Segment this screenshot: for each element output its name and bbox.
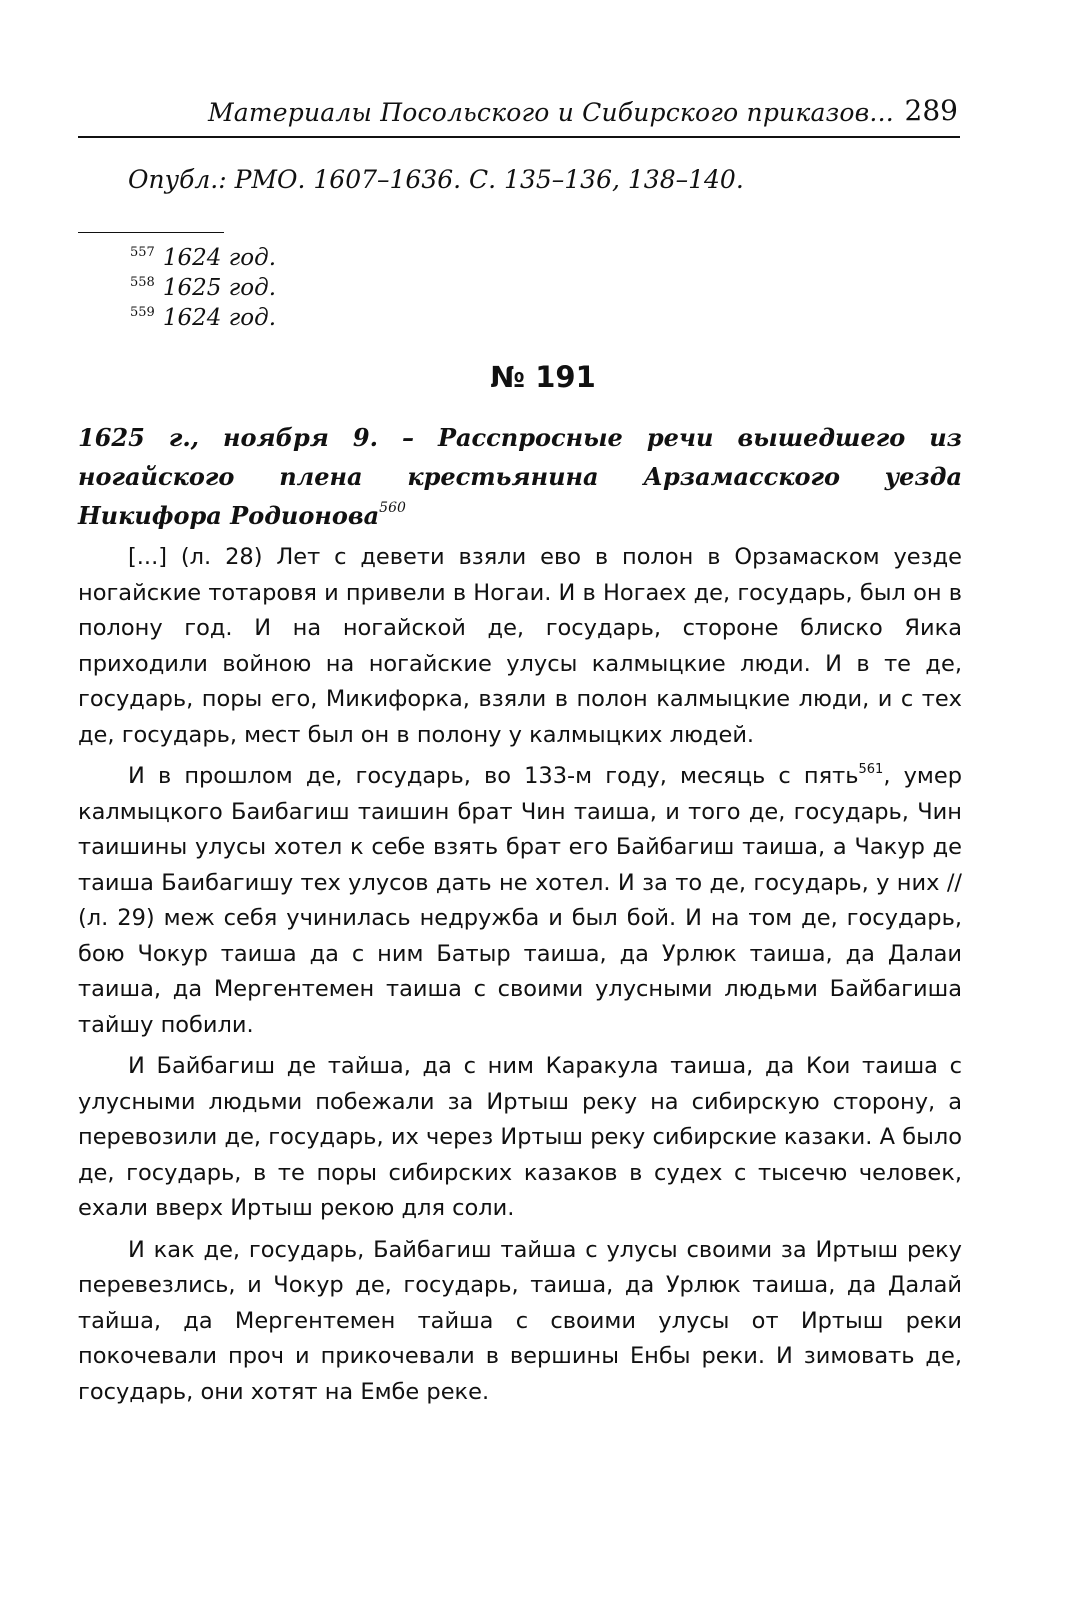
body-paragraph	[78, 540, 962, 753]
document-heading	[78, 418, 962, 535]
footnote	[130, 298, 277, 331]
running-title: Материалы Посольского и Сибирского приказов...	[208, 98, 894, 127]
footnote-ref: 561	[858, 762, 884, 777]
footnote-divider	[78, 232, 224, 233]
footnote-number: 559	[130, 305, 155, 320]
paragraph-text-continued: , умер калмыцкого Баибагиш таишин брат Чин таиша, и того де, государь, Чин таишины улусы хотел к себе взять брат его Байбагиш таиша, а Чакур де таиша Баибагишу тех улусов дать не хотел. И за то де, государь, у них // (л. 29) меж себя учинилась недружба и был бой. И на том де, государь, бою Чокур таиша да с ним Батыр таиша, да Урлюк таиша, да Далаи таиша, да Мергентемен таиша с своими улусными людьми Байбагиша тайшу побили.	[78, 763, 963, 1038]
document-body	[78, 540, 962, 1416]
footnote-text: 1624 год.	[162, 305, 277, 331]
footnote	[130, 238, 277, 271]
document-number: № 191	[490, 360, 596, 394]
footnote-number: 558	[130, 275, 155, 290]
footnote	[130, 268, 277, 301]
paragraph-text: И в прошлом де, государь, во 133-м году, месяць с пять	[128, 763, 859, 789]
page-number: 289	[904, 94, 958, 127]
publication-note: Опубл.: РМО. 1607–1636. С. 135–136, 138–140.	[128, 165, 744, 194]
footnote-number: 557	[130, 245, 155, 260]
paragraph-text: И как де, государь, Байбагиш тайша с улусы своими за Иртыш реку перевезлись, и Чокур де, государь, таиша, да Урлюк таиша, да Далай тайша, да Мергентемен тайша с своими улусы от Иртыш реки покочевали проч и прикочевали в вершины Енбы реки. И зимовать де, государь, они хотят на Ембе реке.	[78, 1236, 962, 1405]
heading-footnote-ref: 560	[379, 500, 406, 516]
footnote-text: 1624 год.	[162, 245, 277, 271]
body-paragraph	[78, 1049, 962, 1227]
document-heading-text: 1625 г., ноября 9. – Расспросные речи вышедшего из ногайского плена крестьянина Арзамасского уезда Никифора Родионова	[78, 423, 962, 530]
paragraph-text: И Байбагиш де тайша, да с ним Каракула таиша, да Кои таиша с улусными людьми побежали за Иртыш реку на сибирскую сторону, а перевозили де, государь, их через Иртыш реку сибирские казаки. А было де, государь, в те поры сибирских казаков в судех с тысечю человек, ехали вверх Иртыш рекою для соли.	[78, 1053, 962, 1221]
running-header	[78, 92, 960, 138]
footnote-text: 1625 год.	[162, 275, 277, 301]
footnote-list	[130, 238, 277, 331]
body-paragraph	[78, 759, 962, 1043]
paragraph-text: [...] (л. 28) Лет с девети взяли ево в полон в Орзамаском уезде ногайские тотаровя и привели в Ногаи. И в Ногаех де, государь, был он в полону год. И на ногайской де, государь, стороне блиско Яика приходили войною на ногайские улусы калмыцкие люди. И в те де, государь, поры его, Микифорка, взяли в полон калмыцкие люди, и с тех де, государь, мест был он в полону у калмыцких людей.	[78, 544, 962, 748]
body-paragraph	[78, 1233, 962, 1411]
